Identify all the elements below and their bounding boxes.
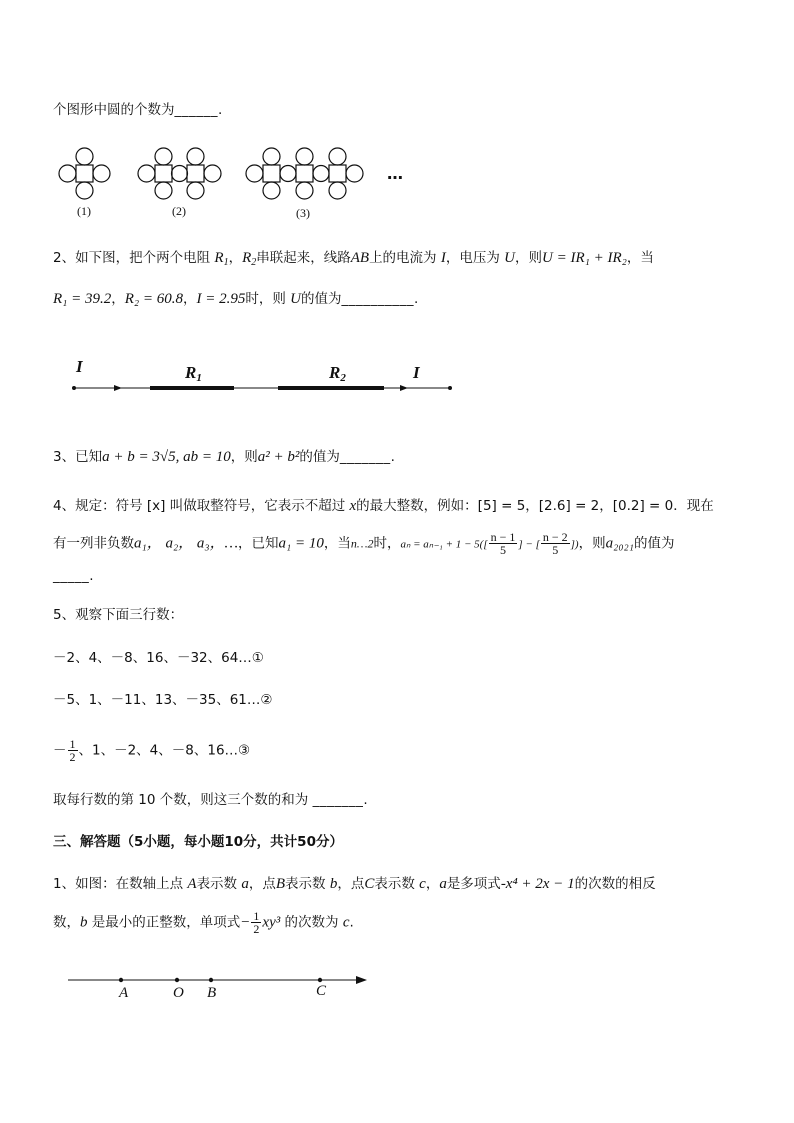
q3-end: . (390, 449, 395, 465)
q4-rec-b: ] − [ (518, 538, 540, 551)
s3q1-point-a: A (187, 876, 197, 892)
circuit-i-left: I (76, 357, 83, 376)
numberline-label-o: O (173, 985, 184, 1001)
q2-text-f: ，当 (626, 250, 654, 266)
circuit-r2-sub: 2 (340, 372, 346, 384)
q5-title-text: 观察下面三行数： (75, 607, 184, 623)
q2-r2: R (242, 250, 252, 266)
s3q1-text-c: ，点 (248, 876, 276, 892)
s3q1-var-c: c (419, 876, 426, 892)
q4-text-2a: 有一列非负数 (53, 535, 134, 552)
q2-text-e: ，则 (515, 250, 542, 266)
pattern-ellipsis: … (387, 164, 403, 183)
q3-cond: a + b = 3√5, ab = 10 (102, 449, 231, 465)
q2-line-2: R₁ = 39.2，R₂ = 60.8，I = 2.95时，则 U的值为__________. (53, 291, 419, 307)
q3-blank: _______ (339, 449, 391, 465)
circuit-i-right: I (413, 363, 420, 382)
q4-a1: a₁ = 10 (278, 535, 324, 552)
q4-frac-2-den: 5 (552, 543, 559, 557)
q4-frac-1-num: n − 1 (490, 530, 516, 544)
s3q1-text-g: ， (425, 876, 440, 892)
q2-u2: U (290, 291, 302, 307)
pattern-label-2: (2) (172, 204, 186, 218)
q2-r1: R (214, 250, 224, 266)
q4-rec-c: ]) (570, 538, 579, 551)
s3q1-text-2c: 的次数为 (284, 914, 339, 931)
q3-expr: a² + b² (257, 449, 300, 465)
q2-sep: ， (228, 250, 243, 266)
q2-text-g: 时，则 (245, 291, 286, 307)
q2-text-b: 串联起来，线路 (256, 250, 351, 266)
q2-formula: U = IR₁ + IR₂ (542, 250, 627, 266)
q1-end: . (218, 102, 223, 118)
q2-text-c: 上的电流为 (369, 250, 437, 266)
point-a (119, 978, 123, 982)
q5-row-1: －2、4、－8、16、－32、64…① (53, 650, 264, 666)
q5-row-2: －5、1、－11、13、－35、61…② (53, 692, 273, 708)
s3q1-text-2b: 是最小的正整数，单项式 (91, 914, 241, 931)
s3q1-var-b: b (329, 876, 338, 892)
numberline-label-c: C (316, 983, 327, 999)
s3q1-text-a: 如图：在数轴上点 (75, 876, 184, 892)
q1-text: 个图形中圆的个数为 (53, 102, 175, 118)
s3q1-text-i: 的次数的相反 (574, 876, 656, 892)
s3q1-text-b: 表示数 (196, 876, 238, 892)
pattern-label-1: (1) (77, 204, 91, 218)
s3q1-var-b2: b (80, 914, 88, 931)
arrow-icon (356, 976, 367, 984)
q5-row3-frac-num: 1 (69, 737, 76, 751)
s3q1-poly: -x⁴ + 2x − 1 (500, 876, 575, 892)
s3q1-end: . (349, 914, 354, 931)
s3q1-mono-rest: xy³ (262, 914, 281, 931)
q4-frac-1-den: 5 (500, 543, 506, 557)
circuit-r1: R (185, 363, 197, 382)
s3q1-text-h: 是多项式 (446, 876, 501, 892)
q5-blank: _______ (312, 792, 364, 808)
q2-r2-sub: 2 (251, 257, 257, 268)
q4-n: n…2 (350, 536, 374, 551)
q3-pre: 已知 (75, 449, 103, 465)
q4-blank: _____ (53, 568, 90, 584)
q2-text-d: ，电压为 (445, 250, 500, 266)
q2-i: I (440, 250, 446, 266)
s3q1-number: 1、 (53, 876, 76, 892)
q4-number: 4、 (53, 498, 76, 514)
q4-end: . (89, 568, 94, 584)
s3q1-text-d: 表示数 (285, 876, 326, 892)
q4-text-2f: 的值为 (633, 535, 675, 552)
circuit-r1-sub: 1 (196, 372, 202, 384)
q5-end: . (363, 792, 368, 808)
s3q1-mono-frac-den: 2 (253, 922, 260, 936)
q2-text: 如下图，把个两个电阻 (75, 250, 211, 266)
s3q1-var-a: a (241, 876, 249, 892)
q4-text-1: 规定：符号 [x] 叫做取整符号，它表示不超过 (75, 498, 346, 514)
q3-post: 的值为 (299, 449, 340, 465)
q1-blank: ______ (174, 102, 218, 118)
q4-target: a₂₀₂₁ (605, 535, 634, 552)
q5-row3-rest: 、1、－2、4、－8、16…③ (78, 742, 251, 759)
s3q1-var-c2: c (342, 914, 350, 931)
pattern-label-3: (3) (296, 206, 310, 220)
q2-cond-r1: R₁ = 39.2 (53, 291, 112, 307)
point-o (175, 978, 179, 982)
s3q1-mono-sign: − (240, 914, 251, 931)
s3q1-point-b: B (275, 876, 286, 892)
q4-text-2b: ，已知 (237, 535, 279, 552)
q3-mid: ，则 (230, 449, 258, 465)
numberline-label-b: B (207, 985, 217, 1001)
q4-text-2c: ，当 (323, 535, 351, 552)
numberline-label-a: A (119, 985, 129, 1001)
q5-row3-sign: － (53, 742, 67, 759)
q2-blank: __________ (341, 291, 415, 307)
q5-row3-frac-den: 2 (69, 750, 76, 764)
q2-u: U (504, 250, 515, 266)
section-3-title: 三、解答题（5小题，每小题10分，共计50分） (53, 834, 343, 850)
q5-ask-text: 取每行数的第 10 个数，则这三个数的和为 (53, 792, 309, 808)
s3q1-point-c: C (364, 876, 375, 892)
q2-cond-r2: R₂ = 60.8 (124, 291, 183, 307)
q2-number: 2、 (53, 250, 76, 266)
q2-r1-sub: 1 (223, 257, 229, 268)
q4-text-2e: ，则 (578, 535, 606, 552)
q2-end: . (414, 291, 419, 307)
q2-text-h: 的值为 (301, 291, 342, 307)
circuit-r2: R (329, 363, 341, 382)
q4-x: x (349, 498, 357, 514)
s3q1-text-e: ，点 (337, 876, 365, 892)
q2-ab: AB (350, 250, 370, 266)
q4-frac-2-num: n − 2 (542, 530, 568, 544)
q5-number: 5、 (53, 607, 76, 623)
q2-cond-i: I = 2.95 (196, 291, 246, 307)
q4-text-2d: 时， (373, 535, 401, 552)
s3q1-text-f: 表示数 (374, 876, 415, 892)
s3q1-var-a2: a (439, 876, 447, 892)
q4-text-1b: 的最大整数，例如：[5] = 5，[2.6] = 2，[0.2] = 0．现在 (356, 498, 714, 514)
s3q1-mono-frac-num: 1 (253, 909, 260, 923)
q4-seq: a₁， a₂， a₃，… (134, 535, 238, 552)
s3q1-text-2a: 数， (53, 914, 80, 931)
q3-number: 3、 (53, 449, 76, 465)
point-b (209, 978, 213, 982)
q4-rec-a: aₙ = aₙ₋₁ + 1 − 5([ (400, 538, 488, 551)
